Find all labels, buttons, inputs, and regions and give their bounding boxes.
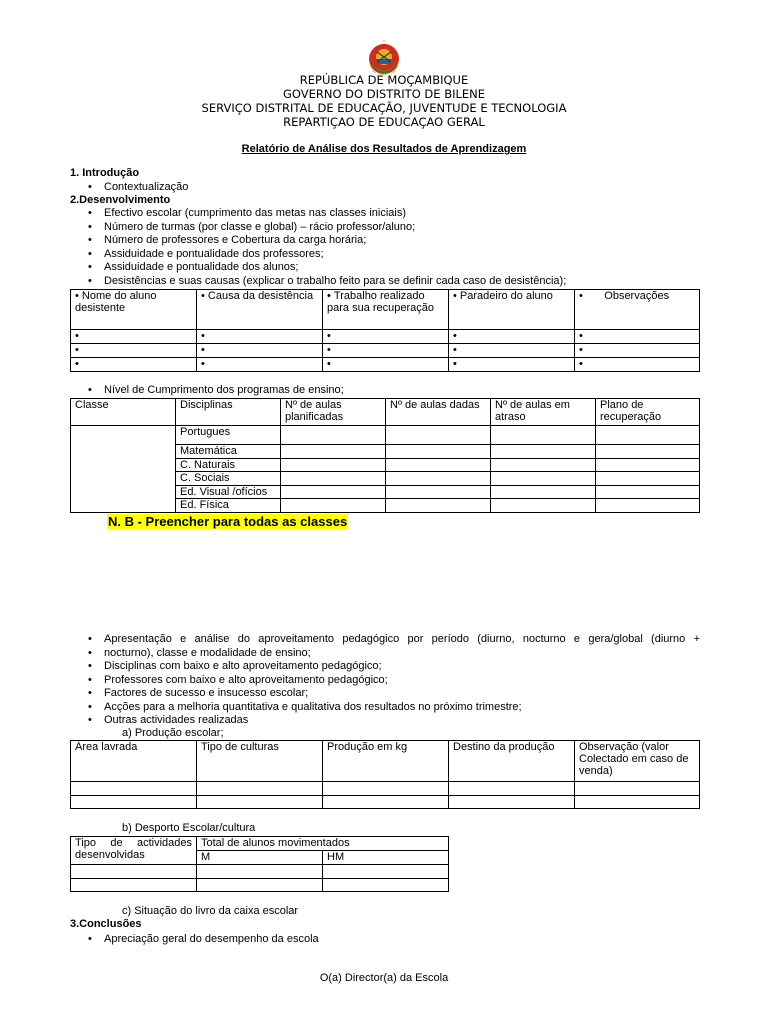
list-item: • Outras actividades realizadas — [88, 714, 700, 728]
mozambique-emblem — [364, 38, 404, 78]
header-service: SERVIÇO DISTRITAL DE EDUCAÇÃO, JUVENTUDE E TECNOLOGIA — [201, 101, 567, 115]
production-table — [70, 740, 700, 809]
list-item: • Nível de Cumprimento dos programas de ensino; — [88, 384, 344, 398]
bullet-icon: • — [75, 290, 79, 302]
bullet-icon: • — [197, 330, 323, 344]
header-cell: • Trabalho realizado para sua recuperação — [323, 290, 449, 330]
list-item: • Número de turmas (por classe e global) – rácio professor/aluno; — [88, 221, 566, 235]
bullet-icon: • — [327, 290, 331, 302]
list-item: • Assiduidade e pontualidade dos professores; — [88, 248, 566, 262]
discipline-cell: C. Naturais — [176, 459, 281, 472]
header-cell-m: M — [197, 851, 323, 865]
list-item: • Disciplinas com baixo e alto aproveitamento pedagógico; — [88, 660, 700, 674]
table-row — [71, 344, 700, 358]
bullet-icon: • — [201, 290, 205, 302]
header-cell: Nº de aulas planificadas — [281, 399, 386, 426]
table-row — [71, 796, 700, 809]
bullet-icon: • — [197, 358, 323, 372]
header-cell: Nº de aulas dadas — [386, 399, 491, 426]
section-development-heading: 2.Desenvolvimento — [70, 194, 171, 206]
bullet-icon: • — [575, 358, 700, 372]
list-item: • Desistências e suas causas (explicar o trabalho feito para se definir cada caso de desistência); — [88, 275, 566, 289]
header-cell: Plano de recuperação — [596, 399, 700, 426]
bullet-icon: • — [323, 358, 449, 372]
bullet-icon: • — [323, 330, 449, 344]
bullet-icon: • — [579, 290, 583, 302]
table-header-row — [71, 399, 700, 426]
header-cell: • Observações — [575, 290, 700, 330]
discipline-cell: C. Sociais — [176, 472, 281, 486]
table-header-row — [71, 290, 700, 330]
section-conclusions-heading: 3.Conclusões — [70, 918, 142, 930]
table-row — [71, 865, 449, 879]
class-cell — [71, 426, 176, 513]
list-item: • Acções para a melhoria quantitativa e qualitativa dos resultados no próximo trimestre; — [88, 701, 700, 715]
bullet-icon: • — [575, 330, 700, 344]
document-title: Relatório de Análise dos Resultados de Aprendizagem — [241, 143, 527, 155]
table-row — [71, 426, 700, 445]
table-row — [71, 879, 449, 892]
analysis-list — [88, 633, 700, 728]
header-cell: Tipo de actividades desenvolvidas — [71, 837, 197, 865]
bullet-icon: • — [197, 344, 323, 358]
subsection-a: a) Produção escolar; — [122, 727, 224, 739]
header-republic: REPÚBLICA DE MOÇAMBIQUE — [299, 73, 469, 87]
table-row — [71, 782, 700, 796]
bullet-icon: • — [449, 330, 575, 344]
list-item: • Apreciação geral do desempenho da escola — [88, 933, 319, 947]
header-cell: Nº de aulas em atraso — [491, 399, 596, 426]
bullet-icon: • — [71, 344, 197, 358]
section-introduction-heading: 1. Introdução — [70, 167, 140, 179]
discipline-cell: Ed. Visual /ofícios — [176, 486, 281, 499]
bullet-icon: • — [71, 358, 197, 372]
list-item: • Contextualização — [88, 181, 188, 195]
introduction-list — [88, 181, 188, 195]
table-row — [71, 330, 700, 344]
header-cell: Tipo de culturas — [197, 741, 323, 782]
header-government: GOVERNO DO DISTRITO DE BILENE — [282, 87, 486, 101]
conclusions-list — [88, 933, 319, 947]
header-cell: Área lavrada — [71, 741, 197, 782]
discipline-cell: Matemática — [176, 445, 281, 459]
subsection-b: b) Desporto Escolar/cultura — [122, 822, 256, 834]
bullet-icon: • — [453, 290, 457, 302]
signature-line: O(a) Director(a) da Escola — [319, 972, 449, 984]
list-item-continuation: • nocturno), classe e modalidade de ensino; — [88, 647, 700, 661]
list-item: • Assiduidade e pontualidade dos alunos; — [88, 261, 566, 275]
discipline-cell: Ed. Física — [176, 499, 281, 513]
bullet-icon: • — [71, 330, 197, 344]
bullet-icon: • — [575, 344, 700, 358]
header-cell: Disciplinas — [176, 399, 281, 426]
header-cell: Observação (valor Colectado em caso de venda) — [575, 741, 700, 782]
subsection-c: c) Situação do livro da caixa escolar — [122, 905, 299, 917]
header-cell: • Causa da desistência — [197, 290, 323, 330]
programs-table — [70, 398, 700, 513]
header-cell: Total de alunos movimentados — [197, 837, 449, 851]
bullet-icon: • — [323, 344, 449, 358]
nb-note: N. B - Preencher para todas as classes — [108, 514, 348, 529]
sports-table — [70, 836, 449, 892]
list-item: • Efectivo escolar (cumprimento das metas nas classes iniciais) — [88, 207, 566, 221]
header-cell: Produção em kg — [323, 741, 449, 782]
discipline-cell: Portugues — [176, 426, 281, 445]
header-department: REPARTIÇAO DE EDUCAÇAO GERAL — [283, 115, 485, 129]
header-cell: Destino da produção — [449, 741, 575, 782]
header-cell-hm: HM — [323, 851, 449, 865]
list-item: • Factores de sucesso e insucesso escolar; — [88, 687, 700, 701]
list-item: • Professores com baixo e alto aproveitamento pedagógico; — [88, 674, 700, 688]
header-cell: • Nome do aluno desistente — [71, 290, 197, 330]
header-cell: Classe — [71, 399, 176, 426]
table-header-row — [71, 741, 700, 782]
list-item: • Apresentação e análise do aproveitamento pedagógico por período (diurno, nocturno e gera/global (diurno + — [88, 633, 700, 647]
bullet-icon: • — [449, 344, 575, 358]
header-cell: • Paradeiro do aluno — [449, 290, 575, 330]
bullet-icon: • — [449, 358, 575, 372]
development-list — [88, 207, 566, 288]
table-header-row — [71, 837, 449, 851]
table-row — [71, 358, 700, 372]
programs-list — [88, 384, 344, 398]
list-item: • Número de professores e Cobertura da carga horária; — [88, 234, 566, 248]
dropout-table — [70, 289, 700, 372]
